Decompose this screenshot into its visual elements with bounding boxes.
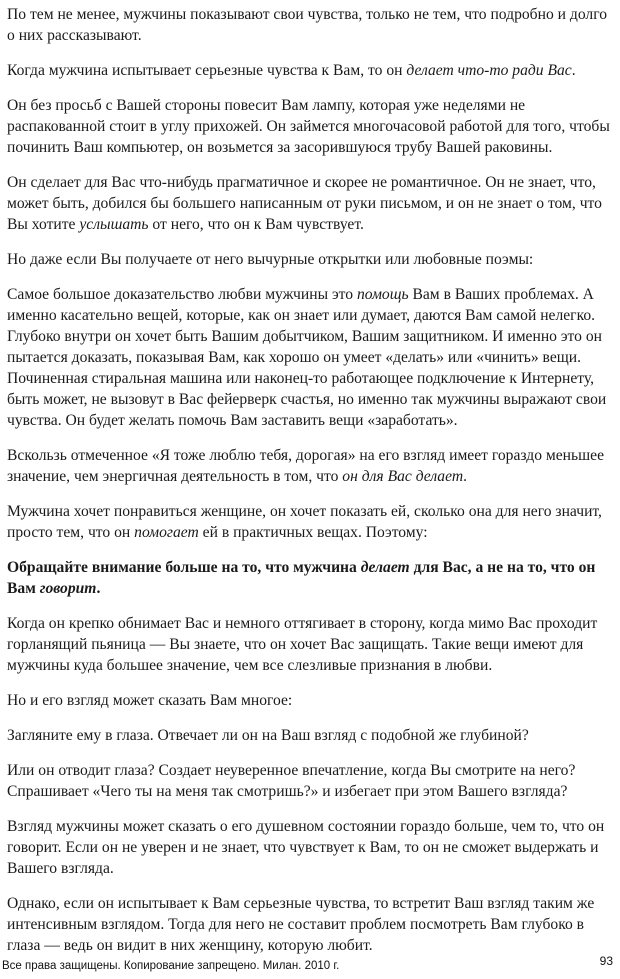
text-segment: .: [463, 468, 467, 485]
text-segment: Вскользь отмеченное «Я тоже люблю тебя, дорогая» на его взгляд имеет гораздо меньшее значение, чем энергичная деятельность в том, что: [7, 447, 604, 485]
paragraph: [7, 816, 613, 879]
text-segment: для Вас, а не на то, что он Вам: [7, 559, 596, 597]
paragraph: [7, 725, 613, 746]
paragraph: [7, 760, 613, 802]
text-segment: Самое большое доказательство любви мужчины это: [7, 286, 357, 303]
paragraph: [7, 172, 613, 235]
text-segment: Загляните ему в глаза. Отвечает ли он на Ваш взгляд с подобной же глубиной?: [7, 727, 529, 744]
paragraph: [7, 501, 613, 543]
italic-text: говорит: [39, 580, 97, 597]
page-body: [7, 4, 613, 970]
text-segment: Обращайте внимание больше на то, что мужчина: [7, 559, 361, 576]
text-segment: Вам в Ваших проблемах. А именно касательно вещей, которые, как он знает или думает, даются Вам самой нелегко. Глубоко внутри он хочет быть Вашим добытчиком, Вашим защитником. И именно это он пытается доказать, показывая Вам, как хорошо он умеет «делать» или «чинить» вещи. Починенная стиральная машина или наконец-то работающее подключение к Интернету, быть может, не вызовут в Вас фейерверк счастья, но именно так мужчины выражают свои чувства. Он будет желать помочь Вам заставить вещи «заработать».: [7, 286, 607, 429]
text-segment: Однако, если он испытывает к Вам серьезные чувства, то встретит Ваш взгляд таким же интенсивным взглядом. Тогда для него не составит проблем посмотреть Вам глубоко в глаза — ведь он видит в них женщину, которую любит.: [7, 895, 595, 954]
paragraph: [7, 893, 613, 956]
text-segment: Мужчина хочет понравиться женщине, он хочет показать ей, сколько она для него значит, просто тем, что он: [7, 503, 602, 541]
paragraph: [7, 60, 613, 81]
text-segment: .: [571, 62, 576, 79]
text-segment: ей в практичных вещах. Поэтому:: [198, 524, 428, 541]
text-segment: Когда он крепко обнимает Вас и немного оттягивает в сторону, когда мимо Вас проходит горланящий пьяница — Вы знаете, что он хочет Вас защищать. Такие вещи имеют для мужчины куда большее значение, чем все слезливые признания в любви.: [7, 615, 598, 674]
page-number: 93: [599, 954, 613, 968]
text-segment: Он сделает для Вас что-нибудь прагматичное и скорее не романтичное. Он не знает, что, может быть, добился бы большего написанным от руки письмом, и он не знает о том, что Вы хотите: [7, 174, 602, 233]
text-segment: Когда мужчина испытывает серьезные чувства к Вам, то он: [7, 62, 407, 79]
paragraph: [7, 249, 613, 270]
text-segment: Но даже если Вы получаете от него вычурные открытки или любовные поэмы:: [7, 251, 534, 268]
emphasis-paragraph: [7, 557, 613, 599]
italic-text: услышать: [79, 216, 149, 233]
text-segment: По тем не менее, мужчины показывают свои чувства, только не тем, что подробно и долго о них рассказывают.: [7, 6, 607, 44]
text-segment: .: [96, 580, 101, 597]
italic-text: помощь: [356, 286, 409, 303]
footer-copyright: Все права защищены. Копирование запрещено. Милан. 2010 г.: [2, 960, 340, 972]
text-segment: Он без просьб с Вашей стороны повесит Вам лампу, которая уже неделями не распакованной стоит в углу прихожей. Он займется многочасовой работой для того, чтобы починить Ваш компьютер, он возьмется за засорившуюся трубу Вашей раковины.: [7, 97, 610, 156]
text-segment: Но и его взгляд может сказать Вам многое:: [7, 692, 293, 709]
italic-text: делает что-то ради Вас: [406, 62, 572, 79]
paragraph: [7, 445, 613, 487]
italic-text: помогает: [134, 524, 199, 541]
paragraph: [7, 95, 613, 158]
text-segment: Или он отводит глаза? Создает неуверенное впечатление, когда Вы смотрите на него? Спрашивает «Чего ты на меня так смотришь?» и избегает при этом Вашего взгляда?: [7, 762, 576, 800]
text-segment: от него, что он к Вам чувствует.: [148, 216, 364, 233]
text-segment: Взгляд мужчины может сказать о его душевном состоянии гораздо больше, чем то, что он говорит. Если он не уверен и не знает, что чувствует к Вам, то он не сможет выдержать и Вашего взгляда.: [7, 818, 605, 877]
italic-text: делает: [360, 559, 410, 576]
paragraph: [7, 284, 613, 431]
paragraph: [7, 613, 613, 676]
paragraph: [7, 4, 613, 46]
italic-text: он для Вас делает: [342, 468, 464, 485]
paragraph: [7, 690, 613, 711]
